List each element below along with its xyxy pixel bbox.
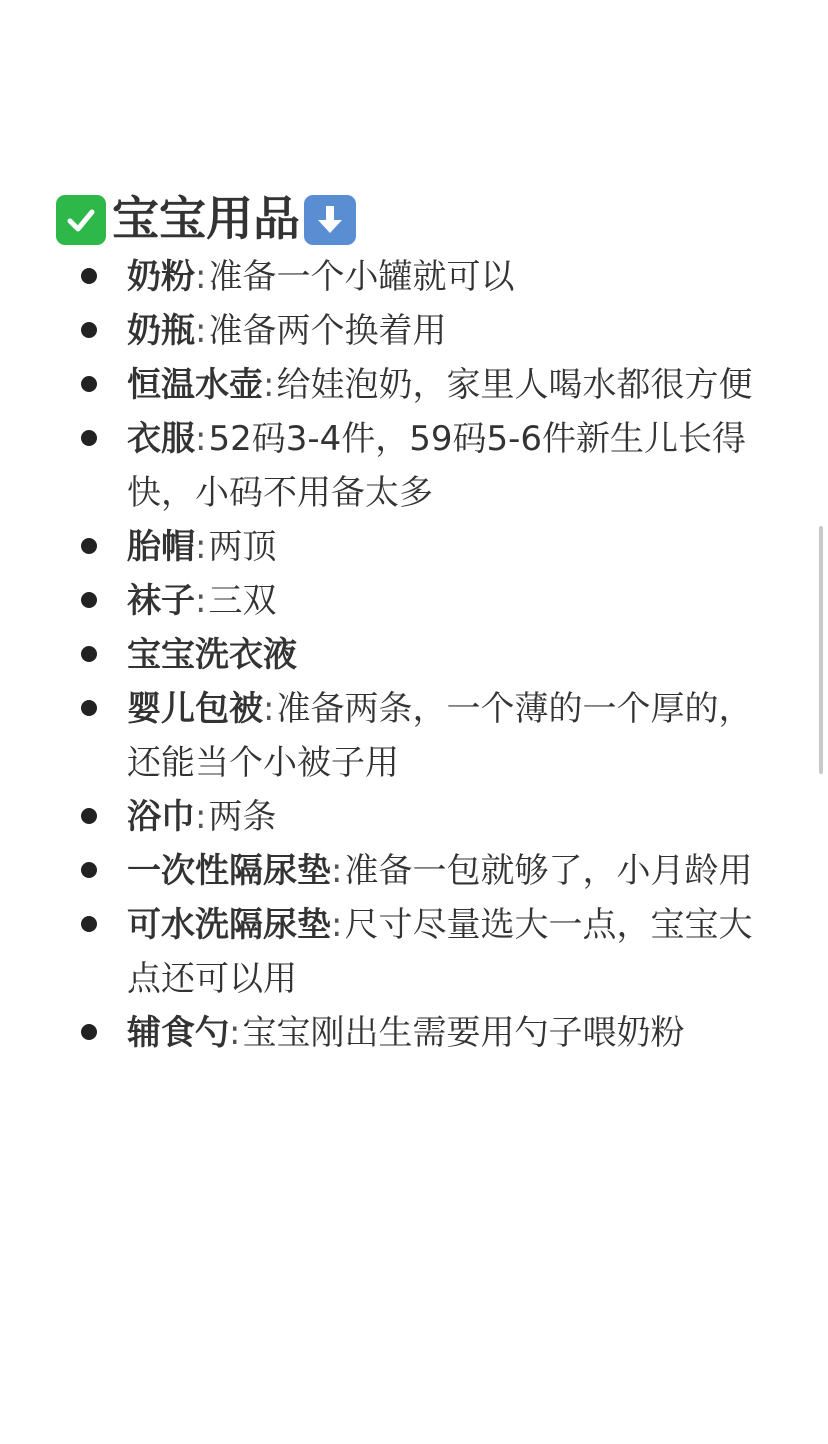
item-separator: :: [195, 419, 207, 459]
note-content: [56, 192, 766, 1060]
item-name: 宝宝洗衣液: [127, 635, 297, 675]
scrollbar[interactable]: [819, 526, 823, 774]
item-description: 准备一包就够了，小月龄用: [344, 851, 753, 891]
item-description: 宝宝刚出生需要用勺子喂奶粉: [242, 1013, 685, 1053]
item-separator: :: [263, 689, 275, 729]
item-separator: :: [195, 527, 207, 567]
list-item: [56, 358, 766, 412]
item-separator: :: [229, 1013, 241, 1053]
item-name: 一次性隔尿垫: [127, 851, 331, 891]
list-item: [56, 898, 766, 1006]
bullet-icon: [81, 376, 97, 392]
item-name: 恒温水壶: [127, 365, 263, 405]
item-name: 奶瓶: [127, 311, 195, 351]
item-separator: :: [195, 581, 207, 621]
bullet-icon: [81, 430, 97, 446]
item-name: 袜子: [127, 581, 195, 621]
supplies-list: [56, 250, 766, 1060]
list-item: [56, 412, 766, 520]
item-name: 胎帽: [127, 527, 195, 567]
item-name: 辅食勺: [127, 1013, 229, 1053]
bullet-icon: [81, 268, 97, 284]
list-item: [56, 304, 766, 358]
item-name: 可水洗隔尿垫: [127, 905, 331, 945]
list-item: [56, 1006, 766, 1060]
item-description: 52码3-4件，59码5-6件新生儿长得快，小码不用备太多: [127, 419, 747, 513]
check-mark-button-icon: [56, 195, 106, 245]
list-item: [56, 790, 766, 844]
item-separator: :: [195, 311, 207, 351]
bullet-icon: [81, 916, 97, 932]
bullet-icon: [81, 862, 97, 878]
item-separator: :: [331, 905, 343, 945]
list-item: [56, 574, 766, 628]
item-name: 奶粉: [127, 257, 195, 297]
item-separator: :: [195, 257, 207, 297]
section-title: 宝宝用品: [112, 192, 300, 247]
item-description: 两顶: [208, 527, 277, 567]
down-arrow-icon: [304, 195, 356, 245]
list-item: [56, 520, 766, 574]
item-separator: :: [263, 365, 275, 405]
item-name: 浴巾: [127, 797, 195, 837]
bullet-icon: [81, 322, 97, 338]
bullet-icon: [81, 1024, 97, 1040]
item-name: 婴儿包被: [127, 689, 263, 729]
item-description: 准备两个换着用: [208, 311, 447, 351]
item-name: 衣服: [127, 419, 195, 459]
section-header: [56, 192, 766, 248]
bullet-icon: [81, 646, 97, 662]
item-description: 给娃泡奶，家里人喝水都很方便: [276, 365, 753, 405]
item-separator: :: [195, 797, 207, 837]
item-description: 准备两条，一个薄的一个厚的，还能当个小被子用: [127, 689, 753, 783]
item-description: 三双: [208, 581, 277, 621]
item-description: 准备一个小罐就可以: [208, 257, 515, 297]
bullet-icon: [81, 808, 97, 824]
item-description: 尺寸尽量选大一点，宝宝大点还可以用: [127, 905, 753, 999]
item-separator: :: [331, 851, 343, 891]
list-item: [56, 682, 766, 790]
bullet-icon: [81, 700, 97, 716]
list-item: [56, 844, 766, 898]
bullet-icon: [81, 592, 97, 608]
bullet-icon: [81, 538, 97, 554]
list-item: [56, 628, 766, 682]
item-description: 两条: [208, 797, 277, 837]
list-item: [56, 250, 766, 304]
